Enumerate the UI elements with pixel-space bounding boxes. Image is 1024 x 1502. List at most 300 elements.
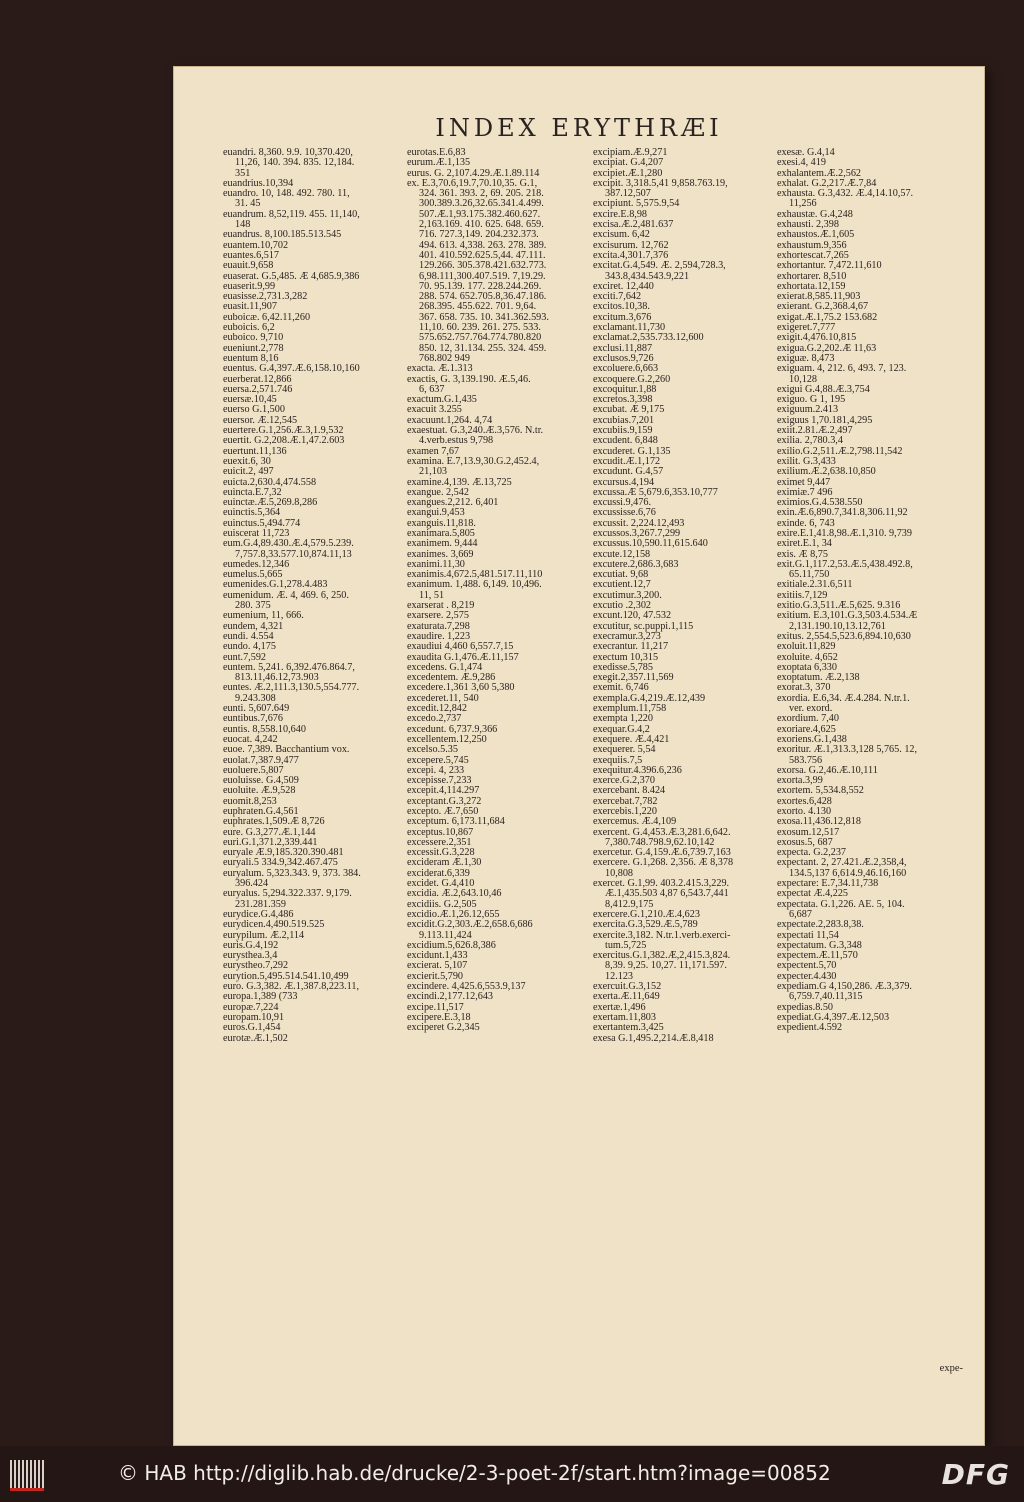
index-entry: 507.Æ.1,93.175.382.460.627.: [419, 209, 541, 220]
index-entry: excubias.7,201: [593, 415, 655, 426]
index-entry: exactum.G.1,435: [407, 395, 477, 406]
index-entry: exciderat.6,339: [407, 868, 470, 879]
index-entry: excitat.G.4,549. Æ. 2,594,728.3,: [593, 261, 726, 272]
index-entry: expectat Æ.4,225: [777, 889, 849, 900]
index-entry: exaudiui 4,460 6,557.7,15: [407, 642, 514, 653]
index-column-4: [777, 148, 962, 1034]
index-entry: exigua.G.2,202.Æ 11,63: [777, 343, 877, 354]
index-entry: exilia. 2,780.3,4: [777, 436, 843, 447]
index-entry: exaturata.7,298: [407, 621, 470, 632]
index-entry: excindi.2,177.12,643: [407, 992, 494, 1003]
index-entry: euoluere.5,807: [223, 765, 284, 776]
index-entry: expedient.4.592: [777, 1023, 843, 1034]
index-entry: excussa.Æ 5,679.6,353.10,777: [593, 487, 718, 498]
index-entry: excelso.5.35: [407, 745, 458, 756]
index-entry: eximet 9,447: [777, 477, 831, 488]
index-entry: euinctis.5,364: [223, 508, 281, 519]
index-entry: exierant. G.2,368.4,67: [777, 302, 869, 313]
index-entry: excierat. 5,107: [407, 961, 468, 972]
index-entry: exemit. 6,746: [593, 683, 649, 694]
index-entry: excidium.5,626.8,386: [407, 940, 496, 951]
index-entry: exercuit.G.3,152: [593, 982, 662, 993]
index-entry: euomit.8,253: [223, 796, 277, 807]
index-entry: excubiis.9,159: [593, 426, 653, 437]
index-entry: excessere.2,351: [407, 837, 472, 848]
index-entry: excire.E.8,98: [593, 209, 648, 220]
index-entry: excretos.3,398: [593, 395, 653, 406]
index-entry: eurystheo.7,292: [223, 961, 289, 972]
index-entry: euentum 8,16: [223, 353, 279, 364]
index-entry: exaudita G.1,476.Æ.11,157: [407, 652, 519, 663]
index-entry: excussit. 2,224.12,493: [593, 518, 685, 529]
index-entry: exhausta. G.3,432. Æ.4,14.10,57.: [777, 189, 914, 200]
index-entry: excursus.4,194: [593, 477, 655, 488]
dfg-logo: DFG: [941, 1458, 1010, 1491]
index-entry: exit.G.1,117.2,53.Æ.5,438.492.8,: [777, 559, 913, 570]
index-entry: excussos.3,267.7,299: [593, 528, 681, 539]
document-page: [173, 66, 985, 1446]
index-entry: exoptata 6,330: [777, 662, 837, 673]
index-entry: eurum.Æ.1,135: [407, 158, 471, 169]
index-entry: excidiis. G.2,505: [407, 899, 477, 910]
index-entry: euaserat. G.5,485. Æ 4,685.9,386: [223, 271, 360, 282]
index-entry: exoritur. Æ.1,313.3,128 5,765. 12,: [777, 745, 918, 756]
index-entry: euryalus. 5,294.322.337. 9,179.: [223, 889, 352, 900]
page-title: INDEX ERYTHRÆI: [435, 114, 723, 142]
index-entry: excidet. G.4,410: [407, 879, 475, 890]
index-entry: excoquere.G.2,260: [593, 374, 671, 385]
index-entry: exclamat.2,535.733.12,600: [593, 333, 704, 344]
index-entry: 6,759.7,40.11,315: [789, 992, 863, 1003]
index-entry: exangue. 2,542: [407, 487, 469, 498]
index-entry: euboicæ. 6,42.11,260: [223, 312, 311, 323]
index-entry: exosa.11,436.12,818: [777, 817, 861, 828]
index-entry: exosus.5, 687: [777, 837, 833, 848]
index-entry: exitio.G.3,511.Æ.5,625. 9.316: [777, 601, 901, 612]
index-entry: euaserit.9,99: [223, 281, 276, 292]
index-entry: exigui G.4,88.Æ.3,754: [777, 384, 870, 395]
index-entry: exordia. E.6,34. Æ.4.284. N.tr.1.: [777, 693, 910, 704]
index-entry: excussisse.6,76: [593, 508, 656, 519]
index-entry: excussi.9,476.: [593, 498, 652, 509]
index-entry: tum.5,725: [605, 940, 647, 951]
index-entry: exhausti. 2,398: [777, 220, 839, 231]
index-entry: exis. Æ 8,75: [777, 549, 828, 560]
index-entry: exclamant.11,730: [593, 323, 666, 334]
index-entry: euntis. 8,558.10,640: [223, 724, 306, 735]
index-entry: exangues.2,212. 6,401: [407, 498, 499, 509]
index-entry: exactis, G. 3,139.190. Æ.5,46.: [407, 374, 531, 385]
index-entry: exacuunt.1,264. 4,74: [407, 415, 493, 426]
index-entry: 10,128: [789, 374, 818, 385]
index-entry: eumenidum. Æ. 4, 469. 6, 250.: [223, 590, 349, 601]
index-entry: exinde. 6, 743: [777, 518, 835, 529]
index-entry: exceptum. 6,173.11,684: [407, 817, 505, 828]
index-entry: excedo.2,737: [407, 714, 462, 725]
index-entry: exercite.3,182. N.tr.1.verb.exerci-: [593, 930, 731, 941]
index-entry: excute.12,158: [593, 549, 651, 560]
index-entry: excudit.Æ.1,172: [593, 456, 661, 467]
index-entry: euiscerat 11,723: [223, 528, 290, 539]
index-entry: exarsere. 2,575: [407, 611, 469, 622]
index-entry: euasisse.2,731.3,282: [223, 292, 308, 303]
index-entry: exequitur.4.396.6,236: [593, 765, 682, 776]
index-entry: exanimem. 9,444: [407, 539, 478, 550]
index-entry: 2,163.169. 410. 625. 648. 659.: [419, 220, 544, 231]
index-entry: exanimum. 1,488. 6,149. 10,496.: [407, 580, 542, 591]
index-entry: eurus. G. 2,107.4.29.Æ.1.89.114: [407, 168, 540, 179]
index-entry: 10,808: [605, 868, 634, 879]
index-entry: ex. E.3,70.6,19.7,70.10,35. G.1,: [407, 178, 538, 189]
index-entry: excitos.10,38.: [593, 302, 650, 313]
index-entry: excepto. Æ.7,650: [407, 807, 479, 817]
index-entry: eundo. 4,175: [223, 642, 276, 653]
index-entry: euantem.10,702: [223, 240, 289, 251]
index-entry: exercemus. Æ.4,109: [593, 817, 677, 828]
index-entry: euocat. 4,242: [223, 734, 278, 745]
index-entry: exectum 10,315: [593, 652, 659, 663]
index-entry: exercere.G.1,210.Æ.4,623: [593, 909, 700, 920]
index-entry: exigeret.7,777: [777, 323, 836, 334]
index-entry: exercitus.G.1,382.Æ,2,415.3,824.: [593, 951, 731, 962]
index-entry: excutio .2,302: [593, 601, 652, 612]
index-entry: 11, 51: [419, 590, 445, 601]
index-entry: expectatum. G.3,348: [777, 940, 862, 951]
index-entry: expectare: E.7,34.11,738: [777, 879, 879, 890]
index-entry: exanguis.11,818.: [407, 518, 476, 529]
index-entry: 813.11,46.12,73.903: [235, 673, 319, 684]
index-entry: euntem. 5,241. 6,392.476.864.7,: [223, 662, 355, 673]
index-entry: exequere. Æ.4,421: [593, 734, 670, 745]
index-entry: examine.4,139. Æ.13,725: [407, 477, 512, 488]
index-entry: exiret.E.1, 34: [777, 539, 832, 550]
index-entry: exerta.Æ.11,649: [593, 992, 660, 1003]
index-entry: eurotæ.Æ.1,502: [223, 1033, 288, 1044]
footer-bar: [0, 1446, 1024, 1502]
index-entry: 9.243.308: [235, 693, 276, 704]
index-entry: excutiat. 9,68: [593, 570, 649, 581]
index-entry: excellentem.12,250: [407, 734, 487, 745]
index-entry: exercent. G.4,453.Æ.3,281.6,642.: [593, 827, 731, 838]
index-entry: eunti. 5,607.649: [223, 704, 290, 715]
index-entry: eumenium, 11, 666.: [223, 611, 304, 622]
index-entry: exiguo. G 1, 195: [777, 395, 846, 406]
index-entry: euicta.2,630.4,474.558: [223, 477, 317, 488]
index-entry: excidit.G.2,303.Æ.2,658.6,686: [407, 920, 533, 931]
index-entry: 6, 637: [419, 384, 445, 395]
index-entry: eumedes.12,346: [223, 559, 290, 570]
index-entry: exhaustæ. G.4,248: [777, 209, 853, 220]
index-entry: 351: [235, 168, 251, 179]
index-entry: 280. 375: [235, 601, 271, 612]
index-entry: expectem.Æ.11,570: [777, 951, 858, 962]
index-entry: exanimi.11,30: [407, 559, 465, 570]
index-entry: euersæ.10,45: [223, 395, 277, 406]
index-entry: exercita.G.3,529.Æ.5,789: [593, 920, 698, 931]
index-entry: excisa.Æ.2,481.637: [593, 220, 674, 231]
index-entry: excisurum. 12,762: [593, 240, 669, 251]
index-entry: excutient.12,7: [593, 580, 651, 591]
index-entry: exertantem.3,425: [593, 1023, 664, 1034]
index-entry: exigit.4,476.10,815: [777, 333, 857, 344]
index-entry: euersor. Æ.12,545: [223, 415, 298, 426]
index-entry: euinctus.5,494.774: [223, 518, 301, 529]
index-entry: 70. 95.139. 177. 228.244.269.: [419, 281, 542, 292]
index-entry: eurydice.G.4,486: [223, 909, 294, 920]
index-entry: execrantur. 11,217: [593, 642, 669, 653]
index-entry: Æ.1,435.503 4,87 6,543.7,441: [605, 889, 729, 900]
index-entry: exortes.6,428: [777, 796, 832, 807]
index-entry: ver. exord.: [789, 704, 833, 715]
index-entry: excedit.12,842: [407, 704, 467, 715]
index-entry: exequerer. 5,54: [593, 745, 656, 756]
index-entry: europæ.7,224: [223, 1002, 279, 1013]
index-entry: exitium. E.3,101.G.3,503.4.534.Æ: [777, 611, 918, 622]
index-entry: examen 7,67: [407, 446, 460, 457]
index-entry: euryali.5 334.9,342.467.475: [223, 858, 338, 869]
index-entry: exclusi.11,887: [593, 343, 653, 354]
index-entry: euandrius.10,394: [223, 178, 294, 189]
index-entry: eunt.7,592: [223, 652, 267, 663]
index-entry: exciret. 12,440: [593, 281, 654, 292]
index-entry: euoluisse. G.4,509: [223, 776, 299, 787]
index-column-1: [223, 148, 408, 1044]
index-entry: expectant. 2, 27.421.Æ.2,358,4,: [777, 858, 907, 869]
index-entry: exacta. Æ.1.313: [407, 364, 473, 375]
index-entry: exiguus 1,70.181,4,295: [777, 415, 873, 426]
index-entry: euandrus. 8,100.185.513.545: [223, 230, 342, 241]
index-entry: exanimes. 3,669: [407, 549, 474, 560]
index-entry: exercere. G.1,268. 2,356. Æ 8,378: [593, 858, 734, 869]
index-entry: euertunt.11,136: [223, 446, 287, 457]
index-entry: 575.652.757.764.774.780.820: [419, 333, 542, 344]
index-entry: exhortata.12,159: [777, 281, 846, 292]
index-entry: 11,10. 60. 239. 261. 275. 533.: [419, 323, 541, 334]
index-entry: 65.11,750: [789, 570, 830, 581]
index-entry: expecta. G.2,237: [777, 848, 847, 859]
index-entry: 716. 727.3,149. 204.232.373.: [419, 230, 539, 241]
index-entry: expediat.G.4,397.Æ.12,503: [777, 1012, 890, 1023]
index-entry: 31. 45: [235, 199, 261, 210]
index-entry: exercebat.7,782: [593, 796, 658, 807]
index-entry: euerso G.1,500: [223, 405, 285, 416]
index-entry: excepi. 4, 233: [407, 765, 465, 776]
index-entry: exosum.12,517: [777, 827, 840, 838]
index-entry: excindere. 4,425.6,553.9,137: [407, 982, 526, 993]
index-entry: euandri. 8,360. 9.9. 10,370.420,: [223, 148, 353, 158]
index-entry: exangui.9,453: [407, 508, 465, 519]
index-entry: excepere.5,745: [407, 755, 469, 766]
index-entry: 494. 613. 4,338. 263. 278. 389.: [419, 240, 547, 251]
index-entry: exiit.2.81.Æ.2,497: [777, 426, 853, 437]
index-entry: exorsa. G.2,46.Æ.10,111: [777, 765, 878, 776]
index-entry: euntibus.7,676: [223, 714, 283, 725]
index-entry: excidia. Æ.2,643.10,46: [407, 889, 502, 900]
index-entry: expectata. G.1,226. AE. 5, 104.: [777, 899, 905, 910]
index-entry: 148: [235, 220, 251, 231]
index-entry: excepit.4,114.297: [407, 786, 480, 797]
index-entry: eximios.G.4.538.550: [777, 498, 863, 509]
index-entry: expecter.4.430: [777, 971, 837, 982]
index-entry: euasit.11,907: [223, 302, 277, 313]
index-entry: exiguam. 4, 212. 6, 493. 7, 123.: [777, 364, 907, 375]
index-entry: exiguæ. 8,473: [777, 353, 835, 364]
index-entry: 583.756: [789, 755, 823, 766]
index-entry: 343.8,434.543.9,221: [605, 271, 690, 282]
index-entry: excepisse.7,233: [407, 776, 472, 787]
index-entry: euantes.6,517: [223, 250, 280, 261]
index-entry: excedunt. 6,737.9,366: [407, 724, 498, 735]
index-entry: exaudire. 1,223: [407, 631, 471, 642]
index-entry: excutitur, sc.puppi.1,115: [593, 621, 694, 632]
index-entry: eure. G.3,277.Æ.1,144: [223, 827, 316, 838]
index-entry: excudent. 6,848: [593, 436, 658, 447]
index-entry: excierit.5,790: [407, 971, 464, 982]
index-entry: euolat.7,387.9,477: [223, 755, 299, 766]
index-entry: eumenides.G.1,278.4.483: [223, 580, 328, 591]
index-entry: exercet. G.1,99. 403.2.415.3,229.: [593, 879, 730, 890]
index-entry: eundem, 4,321: [223, 621, 284, 632]
index-entry: excideram Æ.1,30: [407, 858, 482, 869]
index-entry: exortem. 5,534.8,552: [777, 786, 864, 797]
catchword: expe-: [939, 1363, 963, 1374]
index-entry: exesi.4, 419: [777, 158, 826, 169]
index-entry: exorat.3, 370: [777, 683, 831, 694]
index-entry: 387.12,507: [605, 189, 651, 200]
index-entry: expectate.2,283.8,38.: [777, 920, 864, 931]
index-entry: excita.4,301.7,376: [593, 250, 669, 261]
index-entry: exilio.G.2,511.Æ.2,798.11,542: [777, 446, 903, 457]
hab-barcode-logo-icon: [10, 1460, 44, 1491]
index-entry: exhaustum.9,356: [777, 240, 847, 251]
index-entry: excedentem. Æ.9,286: [407, 673, 496, 684]
index-entry: 396.424: [235, 879, 269, 890]
index-entry: 288. 574. 652.705.8,36.47.186.: [419, 292, 547, 303]
index-entry: exacuit 3.255: [407, 405, 462, 416]
index-entry: exanimara.5,805: [407, 528, 475, 539]
index-entry: excipere.E.3,18: [407, 1012, 471, 1023]
index-entry: excunt.120, 47.532: [593, 611, 672, 622]
index-entry: excipiat. G.4,207: [593, 158, 664, 169]
index-entry: euryale Æ.9,185.320.390.481: [223, 848, 344, 859]
index-entry: euincta.E.7,32: [223, 487, 282, 498]
index-entry: excoluere.6,663: [593, 364, 659, 375]
index-entry: 11,26, 140. 394. 835. 12,184.: [235, 158, 355, 169]
index-entry: euertit. G.2,208.Æ.1,47.2.603: [223, 436, 345, 447]
index-entry: 9.113.11,424: [419, 930, 472, 941]
index-entry: eundi. 4.554: [223, 631, 274, 642]
index-entry: 21,103: [419, 467, 448, 478]
copyright-text: © HAB http://diglib.hab.de/drucke/2-3-poet-2f/start.htm?image=00852: [118, 1461, 831, 1485]
index-entry: 6,687: [789, 909, 812, 920]
index-entry: exigat.Æ.1,75.2 153.682: [777, 312, 878, 323]
index-entry: excidio.Æ.1,26.12,655: [407, 909, 500, 920]
index-entry: 7,757.8,33.577.10,874.11,13: [235, 549, 352, 560]
index-entry: euoe. 7,389. Bacchantium vox.: [223, 745, 350, 756]
index-entry: exempla.G.4,219.Æ.12,439: [593, 693, 706, 704]
index-entry: euro. G.3,382. Æ.1,387.8,223.11,: [223, 982, 360, 993]
index-entry: exercebis.1,220: [593, 807, 657, 817]
index-entry: exordium. 7,40: [777, 714, 839, 725]
index-entry: eurotas.E.6,83: [407, 148, 466, 158]
index-entry: eum.G.4,89.430.Æ.4,579.5.239.: [223, 539, 354, 550]
index-entry: excubat. Æ 9,175: [593, 405, 665, 416]
index-entry: expectent.5,70: [777, 961, 837, 972]
index-entry: eueniunt.2,778: [223, 343, 284, 354]
index-entry: exequar.G.4,2: [593, 724, 650, 735]
index-entry: exitiale.2.31.6,511: [777, 580, 853, 591]
index-entry: examina. E.7,13.9,30.G.2,452.4,: [407, 456, 540, 467]
index-entry: exegit.2,357.11,569: [593, 673, 674, 684]
index-entry: euboicis. 6,2: [223, 323, 275, 334]
index-entry: exarserat . 8,219: [407, 601, 475, 612]
index-entry: eumelus.5,665: [223, 570, 283, 581]
index-entry: 12.123: [605, 971, 634, 982]
index-entry: excutere.2,686.3,683: [593, 559, 679, 570]
index-entry: euexit.6, 30: [223, 456, 271, 467]
index-entry: excessit.G.3,228: [407, 848, 475, 859]
index-entry: 324. 361. 393. 2, 69. 205. 218.: [419, 189, 544, 200]
index-entry: exhalat. G.2,217.Æ.7,84: [777, 178, 877, 189]
index-entry: exaestuat. G.3,240.Æ.3,576. N.tr.: [407, 426, 544, 437]
index-entry: exercetur. G.4,159.Æ.6,739.7,163: [593, 848, 731, 859]
index-entry: exoriens.G.1,438: [777, 734, 847, 745]
index-entry: exciperet G.2,345: [407, 1023, 480, 1034]
index-entry: exhortantur. 7,472.11,610: [777, 261, 882, 272]
index-entry: 367. 658. 735. 10. 341.362.593.: [419, 312, 549, 323]
index-entry: 850. 12, 31.134. 255. 324. 459.: [419, 343, 547, 354]
index-entry: euboico. 9,710: [223, 333, 284, 344]
index-entry: euris.G.4,192: [223, 940, 279, 951]
index-entry: execramur.3,273: [593, 631, 661, 642]
index-entry: europa.1,389 (733: [223, 992, 298, 1003]
index-entry: euicit.2, 497: [223, 467, 274, 478]
index-entry: 8,39. 9,25. 10,27. 11,171.597.: [605, 961, 727, 972]
index-entry: europam.10,91: [223, 1012, 285, 1023]
index-entry: exempta 1,220: [593, 714, 653, 725]
index-entry: euryalum. 5,323.343. 9, 373. 384.: [223, 868, 361, 879]
index-entry: 134.5,137 6,614.9,46.16,160: [789, 868, 907, 879]
index-entry: excuderet. G.1,135: [593, 446, 671, 457]
index-entry: excipiunt. 5,575.9,54: [593, 199, 680, 210]
index-entry: exertam.11,803: [593, 1012, 656, 1023]
index-entry: eurytion.5,495.514.541.10,499: [223, 971, 349, 982]
index-entry: euauit.9,658: [223, 261, 274, 272]
index-entry: exedisse.5,785: [593, 662, 653, 673]
index-entry: exercebant. 8.424: [593, 786, 666, 797]
index-entry: exerce.G.2,370: [593, 776, 655, 787]
index-entry: 129.266. 305.378.421.632.773.: [419, 261, 547, 272]
index-entry: excidunt.1,433: [407, 951, 468, 962]
index-entry: euphraten.G.4,561: [223, 807, 299, 817]
index-entry: 2,131.190.10,13.12,761: [789, 621, 886, 632]
index-entry: excipiam.Æ.9,271: [593, 148, 668, 158]
index-entry: exclusos.9,726: [593, 353, 654, 364]
index-entry: 231.281.359: [235, 899, 286, 910]
index-entry: expediam.G 4,150,286. Æ.3,379.: [777, 982, 912, 993]
index-entry: expedias.8.50: [777, 1002, 834, 1013]
index-entry: exceptant.G.3,272: [407, 796, 482, 807]
index-entry: euphrates.1,509.Æ 8,726: [223, 817, 325, 828]
index-entry: excipiet.Æ.1,280: [593, 168, 663, 179]
index-entry: exesa G.1,495.2,214.Æ.8,418: [593, 1033, 714, 1044]
index-entry: excedens. G.1,474: [407, 662, 483, 673]
index-entry: exhortescat.7,265: [777, 250, 849, 261]
index-entry: exitus. 2,554.5,523.6,894.10,630: [777, 631, 911, 642]
index-entry: excoquitur.1,88: [593, 384, 657, 395]
index-entry: euentus. G.4,397.Æ.6,158.10,160: [223, 364, 360, 375]
index-entry: excudunt. G.4,57: [593, 467, 664, 478]
